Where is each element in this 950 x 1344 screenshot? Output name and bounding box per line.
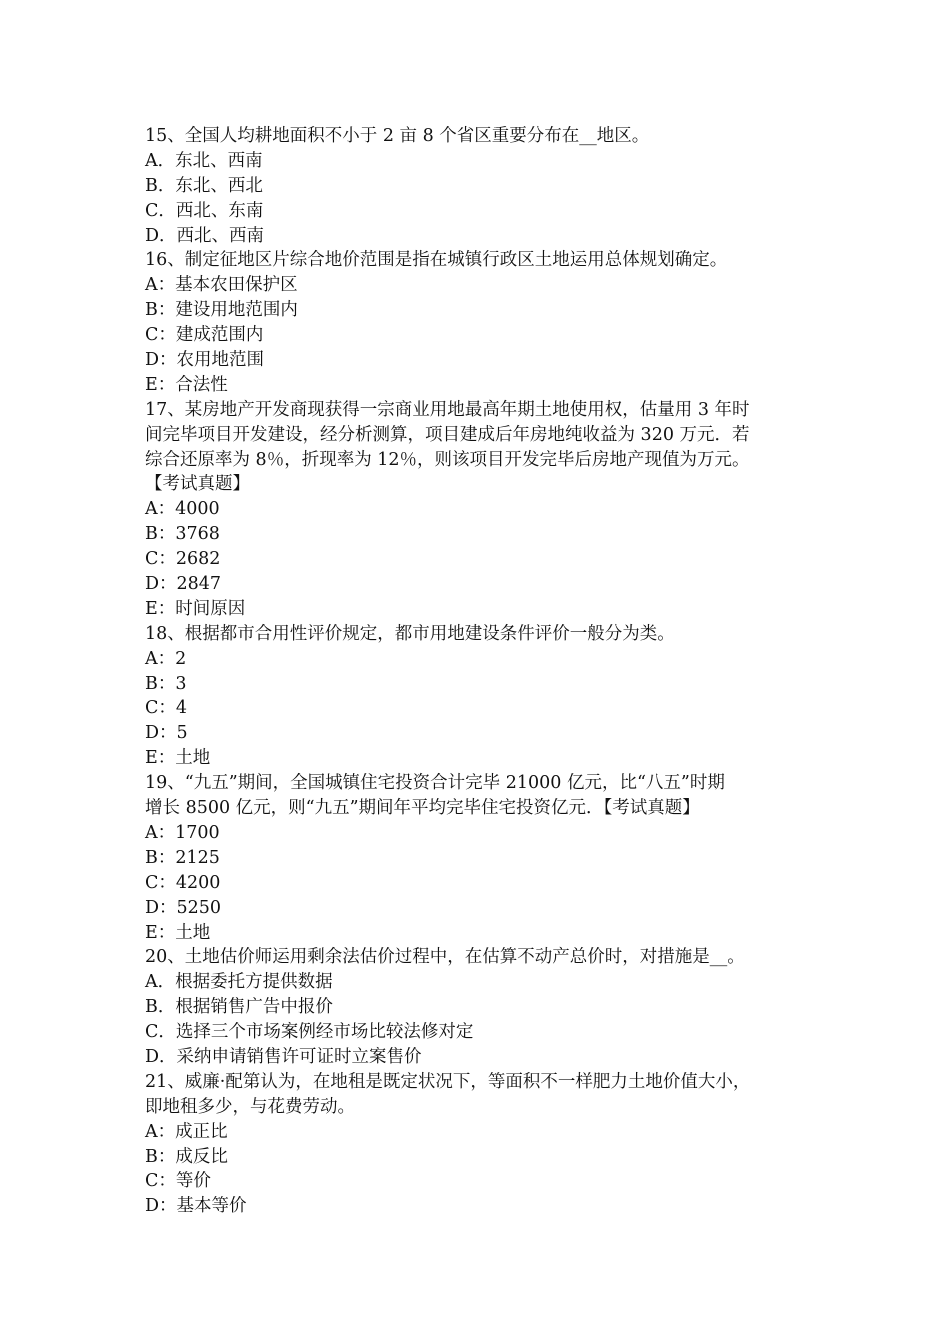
question-17-text: 17、某房地产开发商现获得一宗商业用地最高年期土地使用权，估量用 3 年时 [145,399,750,420]
question-21-text: 即地租多少，与花费劳动。 [145,1096,355,1117]
option-c: C．西北、东南 [145,200,264,221]
option-e: E：合法性 [145,374,228,395]
option-c: C：4200 [145,872,221,893]
option-c: C：2682 [145,549,221,570]
option-d: D：农用地范围 [145,350,265,371]
option-e: E：土地 [145,922,211,943]
question-19-text: 增长 8500 亿元，则“九五”期间年平均完毕住宅投资亿元．【考试真题】 [145,798,700,819]
option-e: E：时间原因 [145,598,246,619]
option-e: E：土地 [145,748,211,769]
question-16-text: 16、制定征地区片综合地价范围是指在城镇行政区土地运用总体规划确定。 [145,250,728,271]
option-b: B：3 [145,673,187,694]
document-body [145,124,815,1219]
option-b: B．根据销售广告中报价 [145,997,333,1018]
option-a: A．东北、西南 [145,150,263,171]
option-c: C．选择三个市场案例经市场比较法修对定 [145,1022,474,1043]
option-d: D：5250 [145,897,222,918]
exam-tag: 【考试真题】 [145,474,250,495]
option-d: D：5 [145,723,188,744]
option-d: D：基本等价 [145,1196,247,1217]
question-18-text: 18、根据都市合用性评价规定，都市用地建设条件评价一般分为类。 [145,623,675,644]
option-b: B：建设用地范围内 [145,300,298,321]
option-d: D：2847 [145,574,222,595]
option-a: A：2 [145,648,187,669]
option-b: B：成反比 [145,1146,228,1167]
question-15-text: 15、全国人均耕地面积不小于 2 亩 8 个省区重要分布在__地区。 [145,126,650,146]
question-17-text: 间完毕项目开发建设，经分析测算，项目建成后年房地纯收益为 320 万元．若 [145,424,750,445]
option-c: C：4 [145,698,188,719]
question-20-text: 20、土地估价师运用剩余法估价过程中，在估算不动产总价时，对措施是__。 [145,947,745,968]
option-d: D．采纳申请销售许可证时立案售价 [145,1046,422,1067]
option-a: A：基本农田保护区 [145,275,298,296]
option-c: C：等价 [145,1171,211,1192]
option-b: B：3768 [145,524,220,545]
option-a: A．根据委托方提供数据 [145,972,333,993]
option-a: A：1700 [145,822,220,843]
question-19-text: 19、“九五”期间，全国城镇住宅投资合计完毕 21000 亿元，比“八五”时期 [145,773,725,794]
option-c: C：建成范围内 [145,325,264,346]
option-a: A：成正比 [145,1121,228,1142]
question-17-text: 综合还原率为 8％，折现率为 12％，则该项目开发完毕后房地产现值为万元。 [145,449,750,470]
option-d: D．西北、西南 [145,225,265,246]
option-b: B．东北、西北 [145,175,263,196]
question-21-text: 21、威廉·配第认为，在地租是既定状况下，等面积不一样肥力土地价值大小， [145,1071,751,1092]
option-a: A：4000 [145,499,220,520]
option-b: B：2125 [145,847,220,868]
